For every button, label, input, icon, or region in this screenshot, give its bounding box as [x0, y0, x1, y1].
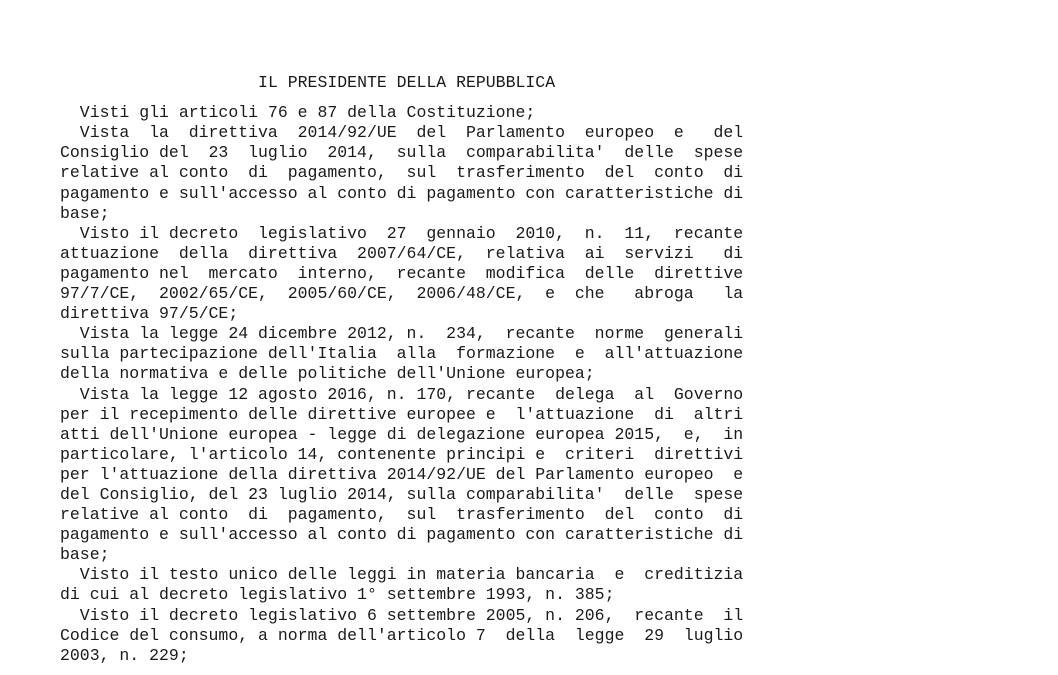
text-line: Visto il decreto legislativo 6 settembre 2005, n. 206, recante il: [60, 605, 744, 625]
text-line: 2003, n. 229;: [60, 645, 189, 665]
text-line: direttiva 97/5/CE;: [60, 304, 239, 324]
text-line: Vista la legge 12 agosto 2016, n. 170, recante delega al Governo: [60, 384, 744, 404]
text-line: Vista la direttiva 2014/92/UE del Parlamento europeo e del: [60, 123, 744, 143]
document-body: [60, 63, 800, 666]
text-line: pagamento nel mercato interno, recante modifica delle direttive: [60, 263, 744, 283]
document-title: [60, 63, 800, 103]
text-line: per il recepimento delle direttive europee e l'attuazione di altri: [60, 404, 744, 424]
text-line: Consiglio del 23 luglio 2014, sulla comparabilita' delle spese: [60, 143, 744, 163]
text-line: di cui al decreto legislativo 1° settembre 1993, n. 385;: [60, 585, 615, 605]
title-indent: [60, 73, 258, 92]
text-line: base;: [60, 203, 110, 223]
text-line: pagamento e sull'accesso al conto di pagamento con caratteristiche di: [60, 525, 744, 545]
text-line: Visto il decreto legislativo 27 gennaio 2010, n. 11, recante: [60, 223, 744, 243]
title-text: IL PRESIDENTE DELLA REPUBBLICA: [258, 73, 556, 92]
text-line: base;: [60, 545, 110, 565]
text-line: del Consiglio, del 23 luglio 2014, sulla comparabilita' delle spese: [60, 484, 744, 504]
text-line: Visto il testo unico delle leggi in materia bancaria e creditizia: [60, 565, 744, 585]
text-line: particolare, l'articolo 14, contenente principi e criteri direttivi: [60, 444, 744, 464]
text-line: relative al conto di pagamento, sul trasferimento del conto di: [60, 163, 744, 183]
document-text: [60, 103, 800, 666]
text-line: sulla partecipazione dell'Italia alla formazione e all'attuazione: [60, 344, 744, 364]
text-line: della normativa e delle politiche dell'Unione europea;: [60, 364, 595, 384]
text-line: per l'attuazione della direttiva 2014/92/UE del Parlamento europeo e: [60, 464, 744, 484]
text-line: atti dell'Unione europea - legge di delegazione europea 2015, e, in: [60, 424, 744, 444]
text-line: pagamento e sull'accesso al conto di pagamento con caratteristiche di: [60, 183, 744, 203]
text-line: 97/7/CE, 2002/65/CE, 2005/60/CE, 2006/48/CE, e che abroga la: [60, 284, 744, 304]
text-line: Visti gli articoli 76 e 87 della Costituzione;: [60, 103, 536, 123]
text-line: relative al conto di pagamento, sul trasferimento del conto di: [60, 505, 744, 525]
text-line: attuazione della direttiva 2007/64/CE, relativa ai servizi di: [60, 243, 744, 263]
text-line: Codice del consumo, a norma dell'articolo 7 della legge 29 luglio: [60, 625, 744, 645]
text-line: Vista la legge 24 dicembre 2012, n. 234, recante norme generali: [60, 324, 744, 344]
